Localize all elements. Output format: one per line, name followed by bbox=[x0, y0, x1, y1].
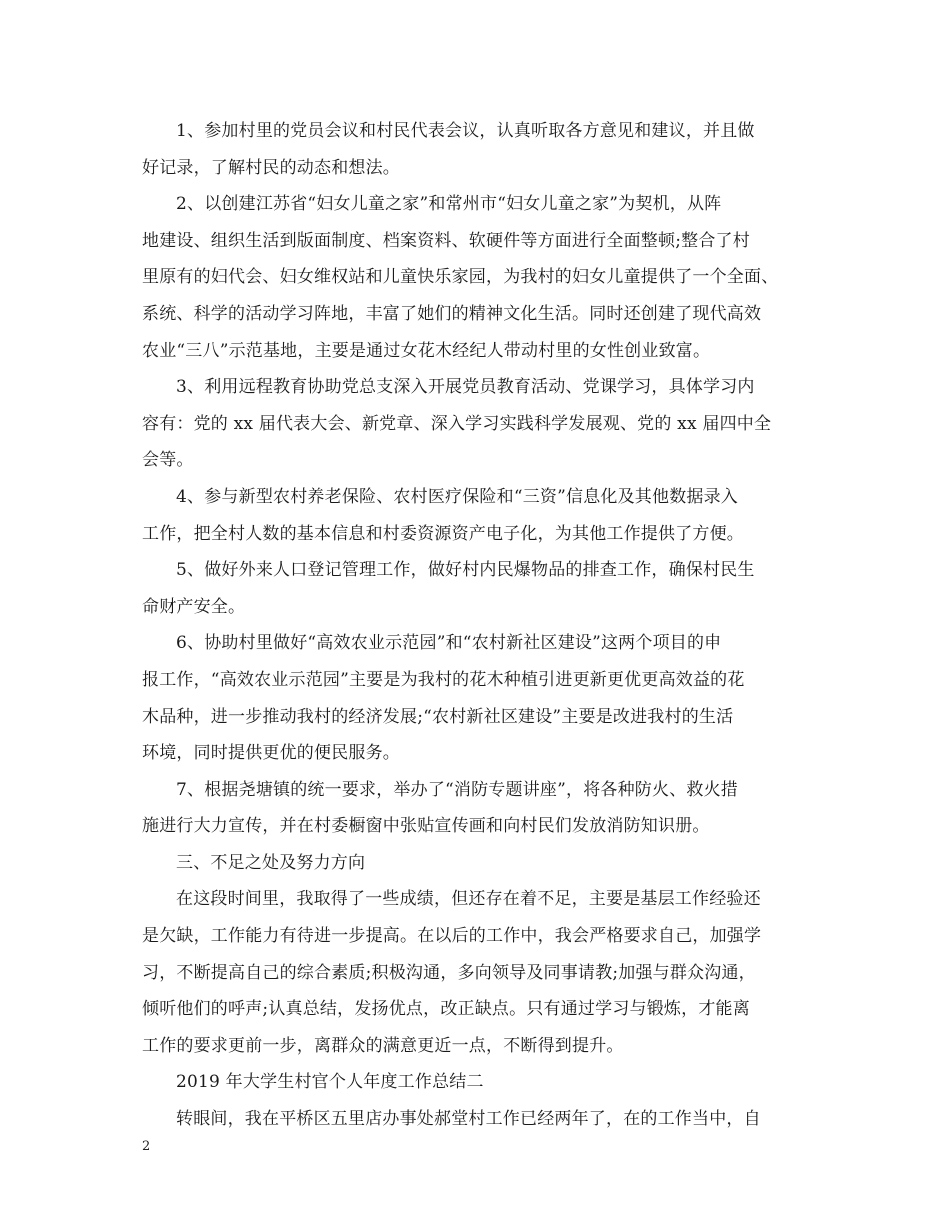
paragraph-item-5-line-2: 命财产安全。 bbox=[142, 596, 246, 617]
summary-paragraph-line-2: 是欠缺，工作能力有待进一步提高。在以后的工作中，我会严格要求自己，加强学 bbox=[142, 926, 762, 947]
paragraph-item-6-line-2: 报工作，“高效农业示范园”主要是为我村的花木种植引进更新更优更高效益的花 bbox=[142, 669, 745, 690]
paragraph-item-2-line-3: 里原有的妇代会、妇女维权站和儿童快乐家园，为我村的妇女儿童提供了一个全面、 bbox=[142, 267, 779, 288]
paragraph-item-1-line-2: 好记录，了解村民的动态和想法。 bbox=[142, 157, 400, 178]
summary-paragraph-line-4: 倾听他们的呼声;认真总结，发扬优点，改正缺点。只有通过学习与锻炼，才能离 bbox=[142, 999, 750, 1020]
section-heading: 三、不足之处及努力方向 bbox=[176, 852, 366, 873]
article-title: 2019 年大学生村官个人年度工作总结二 bbox=[176, 1072, 484, 1093]
document-body bbox=[142, 113, 832, 1138]
article-paragraph-line-1: 转眼间，我在平桥区五里店办事处郝堂村工作已经两年了，在的工作当中，自 bbox=[176, 1109, 761, 1130]
page-number: 2 bbox=[142, 1139, 151, 1154]
paragraph-item-2-line-2: 地建设、组织生活到版面制度、档案资料、软硬件等方面进行全面整顿;整合了村 bbox=[142, 230, 750, 251]
paragraph-item-3-line-3: 会等。 bbox=[142, 450, 194, 471]
paragraph-item-2-line-4: 系统、科学的活动学习阵地，丰富了她们的精神文化生活。同时还创建了现代高效 bbox=[142, 303, 762, 324]
summary-paragraph-line-1: 在这段时间里，我取得了一些成绩，但还存在着不足，主要是基层工作经验还 bbox=[176, 889, 761, 910]
paragraph-item-6-line-4: 环境，同时提供更优的便民服务。 bbox=[142, 743, 400, 764]
paragraph-item-2-line-5: 农业“三八”示范基地，主要是通过女花木经纪人带动村里的女性创业致富。 bbox=[142, 340, 711, 361]
paragraph-item-6-line-1: 6、协助村里做好“高效农业示范园”和“农村新社区建设”这两个项目的申 bbox=[176, 633, 722, 654]
paragraph-item-4-line-2: 工作，把全村人数的基本信息和村委资源资产电子化，为其他工作提供了方便。 bbox=[142, 523, 744, 544]
paragraph-item-2-line-1: 2、以创建江苏省“妇女儿童之家”和常州市“妇女儿童之家”为契机，从阵 bbox=[176, 194, 722, 215]
summary-paragraph-line-5: 工作的要求更前一步，离群众的满意更近一点，不断得到提升。 bbox=[142, 1035, 624, 1056]
paragraph-item-4-line-1: 4、参与新型农村养老保险、农村医疗保险和“三资”信息化及其他数据录入 bbox=[176, 486, 738, 507]
paragraph-item-7-line-1: 7、根据尧塘镇的统一要求，举办了“消防专题讲座”，将各种防火、救火措 bbox=[176, 779, 738, 800]
summary-paragraph-line-3: 习，不断提高自己的综合素质;积极沟通，多向领导及同事请教;加强与群众沟通， bbox=[142, 962, 756, 983]
paragraph-item-6-line-3: 木品种，进一步推动我村的经济发展;“农村新社区建设”主要是改进我村的生活 bbox=[142, 706, 734, 727]
paragraph-item-3-line-2: 容有：党的 xx 届代表大会、新党章、深入学习实践科学发展观、党的 xx 届四中全 bbox=[142, 413, 772, 434]
paragraph-item-7-line-2: 施进行大力宣传，并在村委橱窗中张贴宣传画和向村民们发放消防知识册。 bbox=[142, 816, 710, 837]
paragraph-item-1-line-1: 1、参加村里的党员会议和村民代表会议，认真听取各方意见和建议，并且做 bbox=[176, 121, 755, 141]
paragraph-item-3-line-1: 3、利用远程教育协助党总支深入开展党员教育活动、党课学习，具体学习内 bbox=[176, 377, 755, 398]
paragraph-item-5-line-1: 5、做好外来人口登记管理工作，做好村内民爆物品的排查工作，确保村民生 bbox=[176, 560, 755, 581]
